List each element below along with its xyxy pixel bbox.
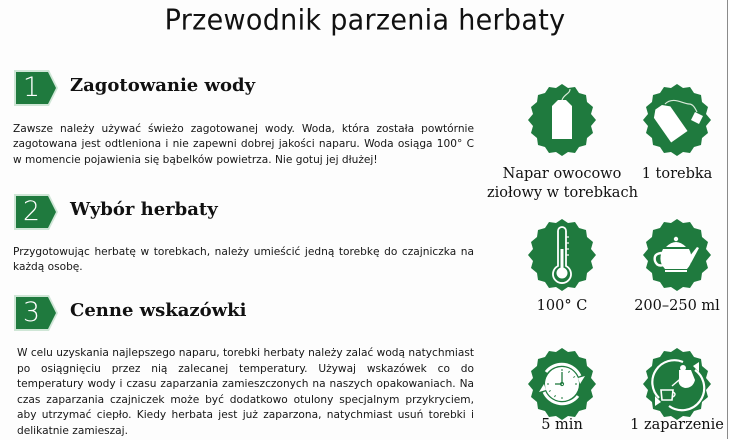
step-3-heading: Cenne wskazówki bbox=[70, 300, 247, 321]
step-1-heading: Zagotowanie wody bbox=[70, 75, 256, 96]
tea-bag-label: Napar owocowo ziołowy w torebkach bbox=[487, 166, 638, 201]
teapot-icon bbox=[639, 217, 715, 293]
step-3-text: W celu uzyskania najlepszego naparu, torebki herbaty należy zalać wodą natychmiast po osiągnięciu przez nią zalecanej temperatury. Używaj wskazówek co do temperatury wody i czasu zaparzania zamieszczonych na naszych opakowaniach. Na czas zaparzania czajniczek może być dodatkowo otulony specjalnym przykryciem, aby utrzymać ciepło. Kiedy herbata jest już zaparzona, natychmiast usuń torebki i delikatnie zamieszaj. bbox=[17, 347, 474, 437]
single-brew-cycle-icon bbox=[639, 346, 715, 422]
temperature-label: 100° C bbox=[536, 298, 588, 314]
tea-bag-icon bbox=[524, 82, 600, 158]
step-3-badge bbox=[13, 294, 59, 332]
page-edge-divider bbox=[727, 0, 728, 439]
clock-cycle-icon bbox=[524, 346, 600, 422]
step-number: 2 bbox=[22, 196, 41, 227]
time-label: 5 min bbox=[541, 417, 583, 433]
page-title: Przewodnik parzenia herbaty bbox=[164, 4, 566, 37]
tilted-tea-bag-icon bbox=[639, 82, 715, 158]
step-2-heading: Wybór herbaty bbox=[70, 199, 218, 220]
step-2-text: Przygotowując herbatę w torebkach, należy umieścić jedną torebkę do czajniczka na każdą osobę. bbox=[13, 246, 474, 274]
step-1-badge bbox=[13, 69, 59, 107]
thermometer-icon bbox=[524, 217, 600, 293]
infusions-label: 1 zaparzenie bbox=[630, 417, 724, 433]
step-number: 3 bbox=[22, 297, 41, 328]
volume-label: 200–250 ml bbox=[634, 298, 720, 314]
step-2-badge bbox=[13, 193, 59, 231]
step-number: 1 bbox=[22, 72, 41, 103]
tilted-tea-bag-label: 1 torebka bbox=[641, 166, 713, 182]
step-1-text: Zawsze należy używać świeżo zagotowanej wody. Woda, która została powtórnie zagotowana jest odtleniona i nie zapewni dobrej jakości naparu. Woda osiąga 100° C w momencie pojawienia się bąbelków powietrza. Nie gotuj jej dłużej! bbox=[13, 123, 474, 166]
